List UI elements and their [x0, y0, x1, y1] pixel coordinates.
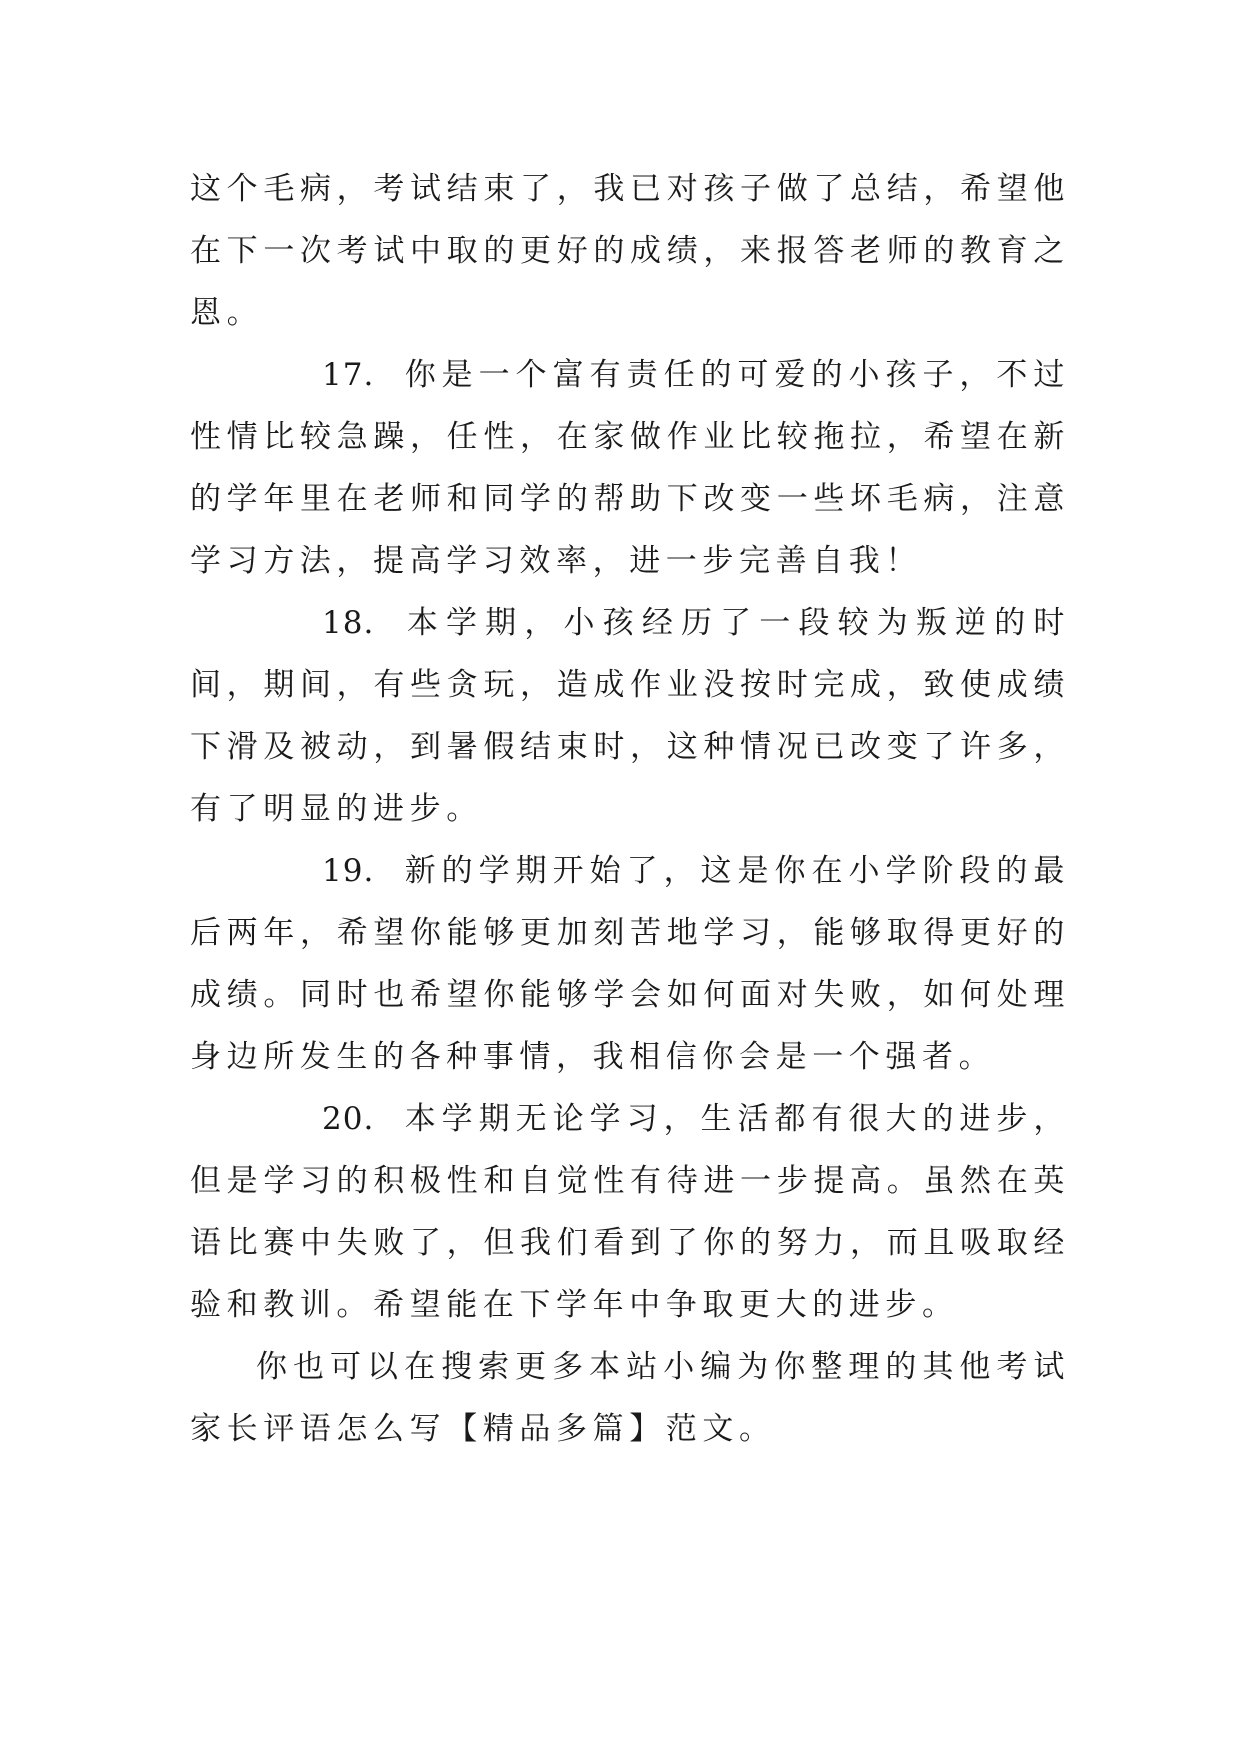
paragraph-text: 这个毛病，考试结束了，我已对孩子做了总结，希望他在下一次考试中取的更好的成绩，来报答老师的教育之恩。 [190, 171, 1070, 331]
paragraph-item-20 [190, 1088, 1070, 1336]
item-number: 20. [322, 1101, 375, 1137]
paragraph-text: 新的学期开始了，这是你在小学阶段的最后两年，希望你能够更加刻苦地学习，能够取得更好的成绩。同时也希望你能够学会如何面对失败，如何处理身边所发生的各种事情，我相信你会是一个强者。 [190, 853, 1070, 1075]
paragraph-item-17 [190, 344, 1070, 592]
paragraph-text: 本学期无论学习，生活都有很大的进步，但是学习的积极性和自觉性有待进一步提高。虽然在英语比赛中失败了，但我们看到了你的努力，而且吸取经验和教训。希望能在下学年中争取更大的进步。 [190, 1101, 1070, 1323]
paragraph-item-18 [190, 592, 1070, 840]
paragraph-text: 你也可以在搜索更多本站小编为你整理的其他考试家长评语怎么写【精品多篇】范文。 [190, 1349, 1070, 1447]
item-number: 18. [322, 605, 375, 641]
item-number: 19. [322, 853, 375, 889]
paragraph-closing [190, 1336, 1070, 1460]
paragraph-text: 本学期，小孩经历了一段较为叛逆的时间，期间，有些贪玩，造成作业没按时完成，致使成绩下滑及被动，到暑假结束时，这种情况已改变了许多，有了明显的进步。 [190, 605, 1070, 827]
paragraph-continuation [190, 158, 1070, 344]
item-number: 17. [322, 357, 375, 393]
paragraph-item-19 [190, 840, 1070, 1088]
paragraph-text: 你是一个富有责任的可爱的小孩子，不过性情比较急躁，任性，在家做作业比较拖拉，希望在新的学年里在老师和同学的帮助下改变一些坏毛病，注意学习方法，提高学习效率，进一步完善自我！ [190, 357, 1070, 579]
document-body [190, 158, 1070, 1460]
